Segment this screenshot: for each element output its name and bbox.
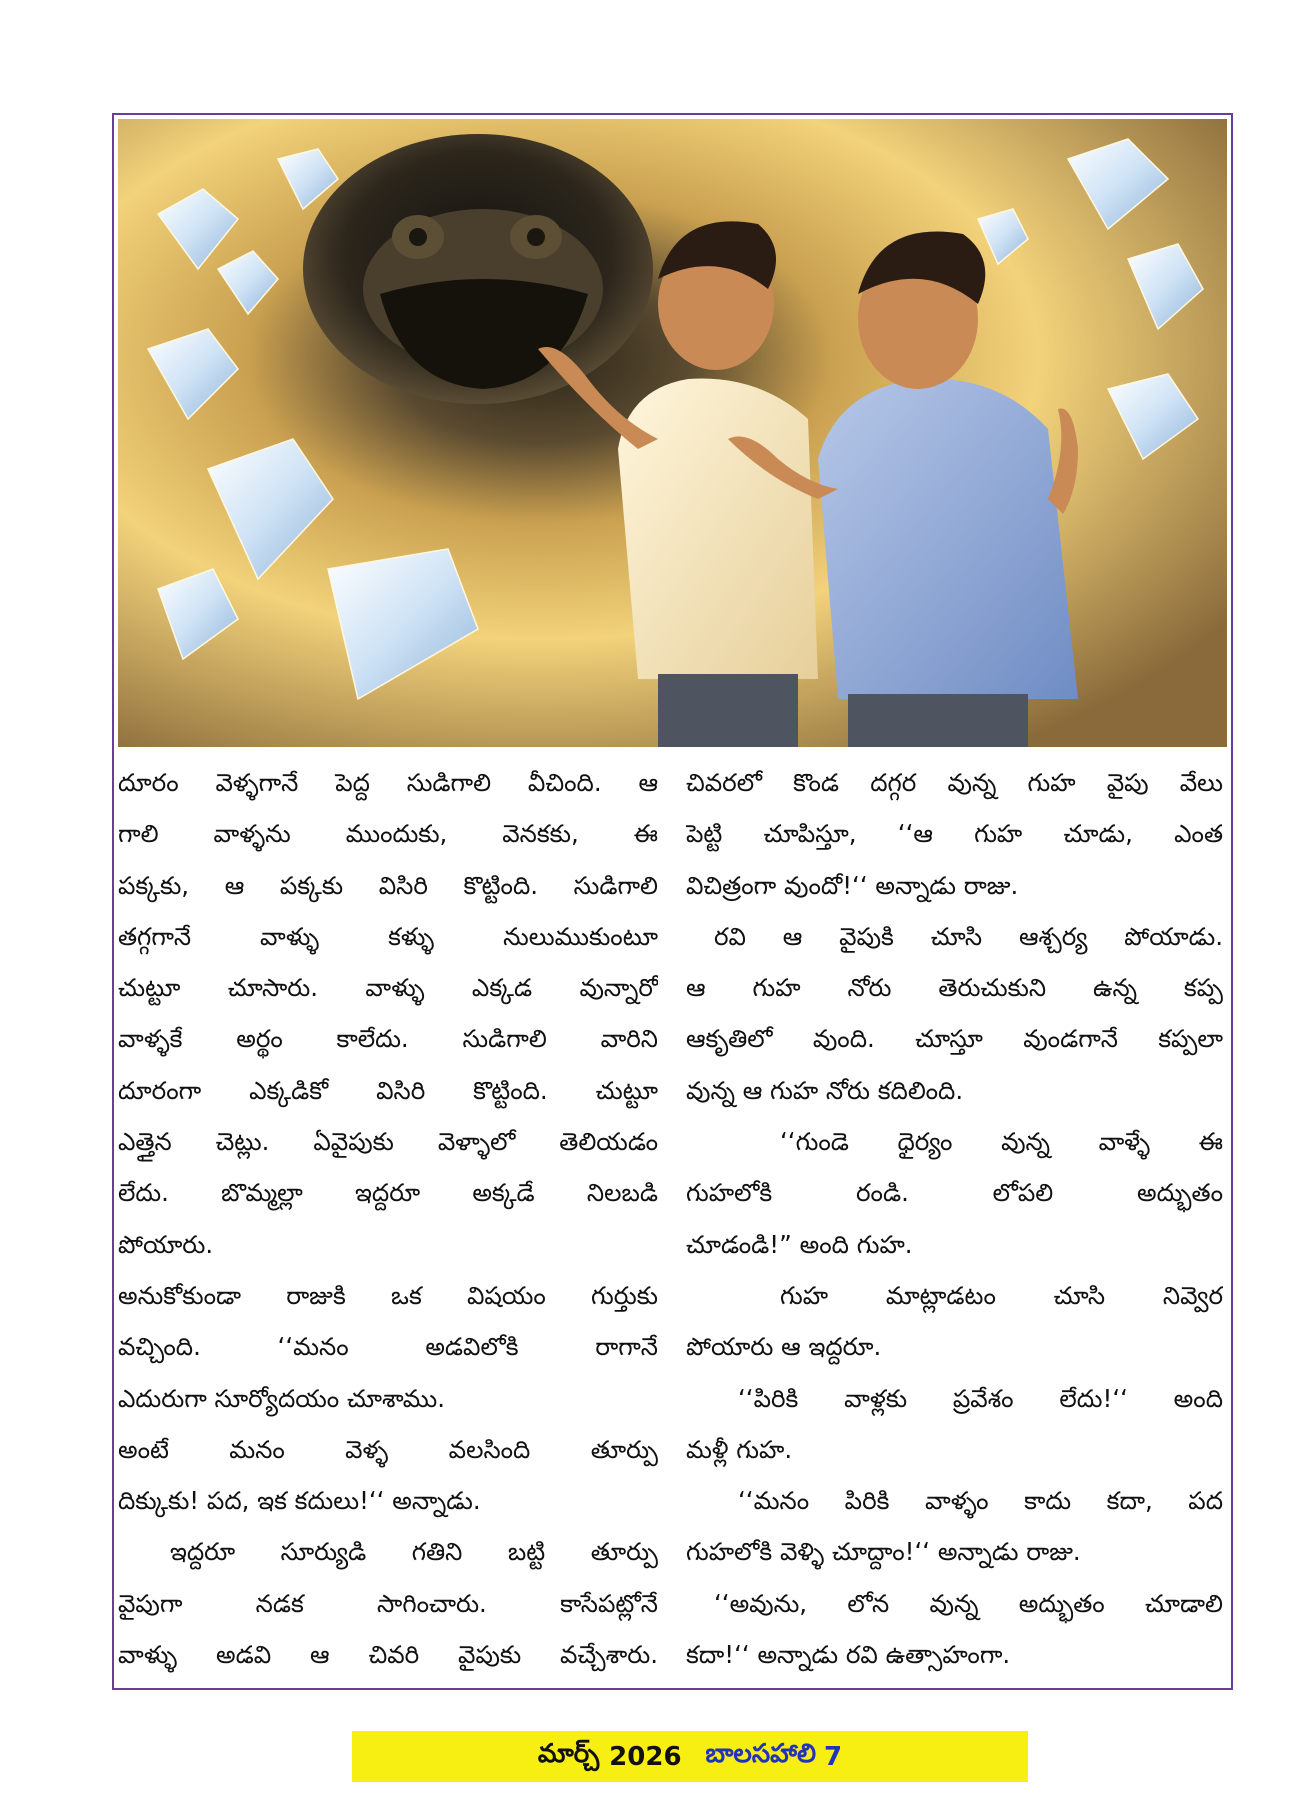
text-line: వచ్చింది. ‘‘మనం అడవిలోకి రాగానే [118, 1332, 658, 1362]
text-line: వైపుగా నడక సాగించారు. కాసేపట్లోనే [118, 1588, 658, 1618]
footer-month: మార్చ్ [537, 1738, 600, 1769]
text-line: చుట్టూ చూసారు. వాళ్ళు ఎక్కడ వున్నారో [118, 973, 658, 1003]
text-line: మళ్లీ గుహ. [686, 1434, 793, 1464]
text-line: దూరం వెళ్ళగానే పెద్ద సుడిగాలి వీచింది. ఆ [118, 768, 658, 797]
text-line: వున్న ఆ గుహ నోరు కదిలింది. [686, 1075, 964, 1105]
text-line: వాళ్ళకే అర్థం కాలేదు. సుడిగాలి వారిని [118, 1024, 658, 1054]
text-line: కదా!‘‘ అన్నాడు రవి ఉత్సాహంగా. [686, 1640, 1011, 1670]
text-line: ఆకృతిలో వుంది. చూస్తూ వుండగానే కప్పలా [686, 1024, 1223, 1054]
text-line: ‘‘గుండె ధైర్యం వున్న వాళ్ళే ఈ [780, 1127, 1223, 1157]
page-frame [112, 113, 1233, 1690]
text-line: విచిత్రంగా వుందో!‘‘ అన్నాడు రాజు. [686, 870, 1019, 900]
text-line: అంటే మనం వెళ్ళ వలసింది తూర్పు [118, 1434, 658, 1464]
text-line: పోయారు. [118, 1229, 214, 1259]
text-line: గాలి వాళ్ళను ముందుకు, వెనకకు, ఈ [118, 819, 658, 849]
text-line: ఎత్తైన చెట్లు. ఏవైపుకు వెళ్ళాలో తెలియడం [118, 1127, 658, 1157]
article-column-left [118, 757, 658, 1680]
text-line: తగ్గగానే వాళ్ళు కళ్ళు నులుముకుంటూ [118, 921, 658, 951]
text-line: దూరంగా ఎక్కడికో విసిరి కొట్టింది. చుట్టూ [118, 1075, 658, 1105]
article-column-right [686, 757, 1223, 1680]
footer-year: 2026 [609, 1741, 682, 1772]
text-line: గుహ మాట్లాడటం చూసి నివ్వెర [780, 1280, 1223, 1310]
text-line: పక్కకు, ఆ పక్కకు విసిరి కొట్టింది. సుడిగాలి [118, 870, 658, 900]
text-line: లేదు. బొమ్మల్లా ఇద్దరూ అక్కడే నిలబడి [118, 1178, 658, 1208]
text-line: చివరలో కొండ దగ్గర వున్న గుహ వైపు వేలు [686, 768, 1223, 797]
text-line: ఇద్దరూ సూర్యుడి గతిని బట్టి తూర్పు [170, 1537, 658, 1567]
story-illustration [118, 119, 1227, 747]
text-line: అనుకోకుండా రాజుకి ఒక విషయం గుర్తుకు [118, 1280, 658, 1310]
page-number: 7 [824, 1741, 843, 1772]
text-line: ‘‘మనం పిరికి వాళ్ళం కాదు కదా, పద [738, 1486, 1223, 1516]
text-line: ‘‘అవును, లోన వున్న అద్భుతం చూడాలి [714, 1588, 1223, 1618]
text-line: వాళ్ళు అడవి ఆ చివరి వైపుకు వచ్చేశారు. [118, 1640, 658, 1670]
magazine-name: బాలసహాలి [705, 1738, 817, 1769]
text-line: రవి ఆ వైపుకి చూసి ఆశ్చర్య పోయాడు. [714, 921, 1223, 951]
text-line: ‘‘పిరికి వాళ్లకు ప్రవేశం లేదు!‘‘ అంది [738, 1383, 1223, 1413]
text-line: గుహలోకి రండి. లోపలి అద్భుతం [686, 1178, 1223, 1208]
text-line: ఎదురుగా సూర్యోదయం చూశాము. [118, 1383, 445, 1413]
text-line: పెట్టి చూపిస్తూ, ‘‘ఆ గుహ చూడు, ఎంత [686, 819, 1223, 849]
text-line: పోయారు ఆ ఇద్దరూ. [686, 1332, 882, 1362]
text-line: చూడండి!” అంది గుహ. [686, 1229, 913, 1259]
text-line: గుహలోకి వెళ్ళి చూద్దాం!‘‘ అన్నాడు రాజు. [686, 1537, 1081, 1567]
text-line: ఆ గుహ నోరు తెరుచుకుని ఉన్న కప్ప [686, 973, 1223, 1003]
page-footer [352, 1731, 1028, 1782]
text-line: దిక్కుకు! పద, ఇక కదులు!‘‘ అన్నాడు. [118, 1486, 481, 1516]
